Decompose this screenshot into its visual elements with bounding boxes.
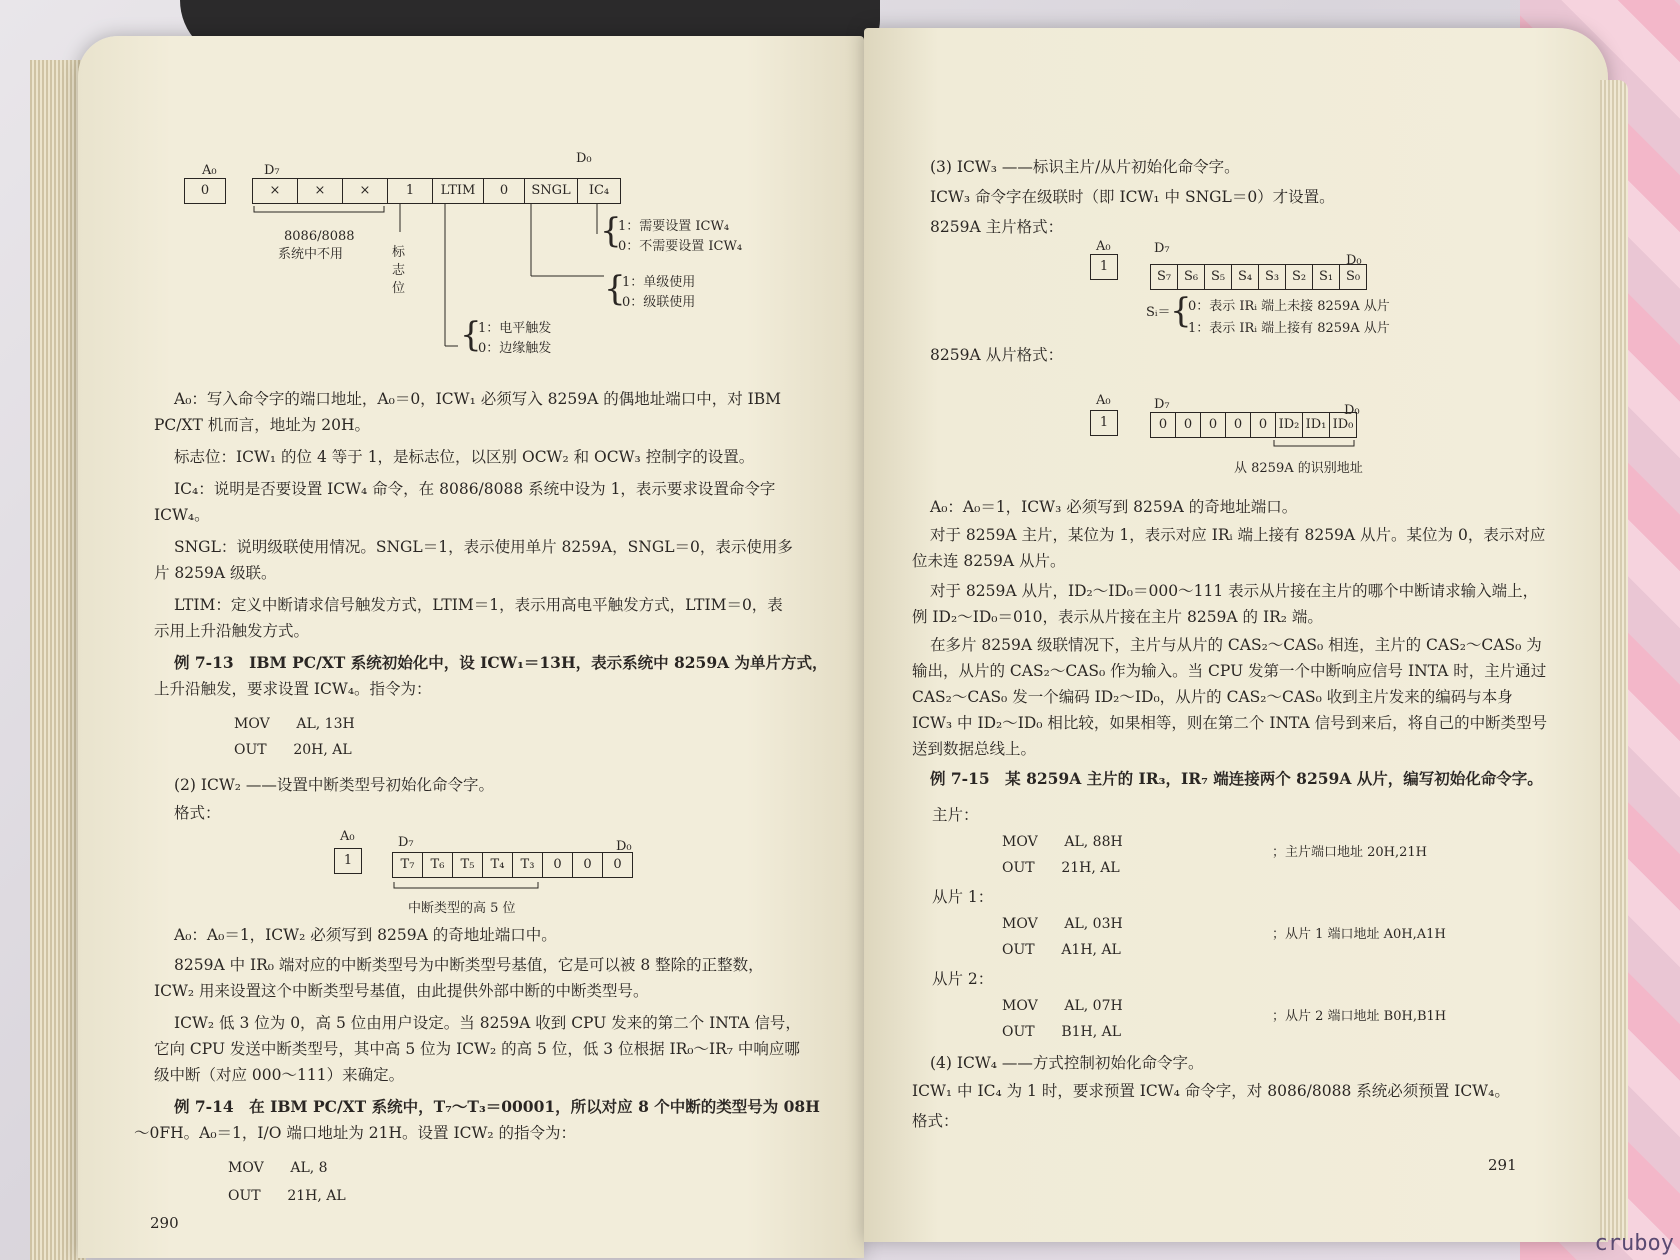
paragraph-line: 对于 8259A 主片，某位为 1，表示对应 IRᵢ 端上接有 8259A 从片。某位为 0，表示对应 [930, 526, 1546, 544]
code-line: OUT 21H, AL [1002, 860, 1120, 876]
format-label: 格式： [912, 1112, 959, 1130]
paragraph-line: ～0FH。A₀＝1，I/O 端口地址为 21H。设置 ICW₂ 的指令为： [134, 1124, 577, 1142]
icw3-master-bit-6: S₆ [1177, 265, 1204, 289]
icw3-slave-bit-7: 0 [1158, 417, 1168, 432]
icw2-bit-1: 0 [572, 853, 602, 877]
icw2-bit-2: 0 [542, 853, 572, 877]
a0-box: 1 [334, 848, 362, 874]
flag-char-2: 志 [392, 263, 406, 278]
ltim-brace: { [460, 315, 482, 355]
icw3-slave-bit-3: 0 [1250, 413, 1275, 437]
si-option-0: 0：表示 IRᵢ 端上未接 8259A 从片 [1188, 299, 1390, 314]
paragraph-line: CAS₂～CAS₀ 发一个编码 ID₂～ID₀，从片的 CAS₂～CAS₀ 收到主片发来的编码与本身 [912, 688, 1513, 706]
sngl-option-0: 0：级联使用 [622, 295, 696, 310]
a0-label: A₀ [1096, 239, 1111, 254]
icw3-master-bit-7: S₇ [1156, 269, 1172, 284]
icw3-heading: (3) ICW₃ ——标识主片/从片初始化命令字。 [930, 158, 1240, 176]
code-line: OUT A1H, AL [1002, 942, 1121, 958]
paragraph-line: ICW₄。 [154, 506, 210, 524]
brace-label: 从 8259A 的识别地址 [1234, 461, 1363, 476]
icw1-bit-4: 1 [387, 179, 432, 203]
d0-label: D₀ [616, 839, 632, 854]
unused-label-2: 系统中不用 [278, 247, 344, 262]
icw2-bit-5: T₅ [452, 853, 482, 877]
paragraph-line: ICW₂ 用来设置这个中断类型号基值，由此提供外部中断的中断类型号。 [154, 982, 649, 1000]
code-line: OUT B1H, AL [1002, 1024, 1122, 1040]
code-line: OUT 20H, AL [234, 742, 352, 758]
paragraph-line: A₀：A₀＝1，ICW₃ 必须写到 8259A 的奇地址端口。 [930, 498, 1298, 516]
d7-label: D₇ [1154, 397, 1170, 412]
icw2-bit-6: T₆ [422, 853, 452, 877]
flag-char-3: 位 [392, 281, 406, 296]
brace-label: 中断类型的高 5 位 [408, 901, 516, 916]
icw1-bit-0: IC₄ [577, 179, 620, 203]
sngl-brace: { [604, 269, 626, 309]
icw3-master-bit-5: S₅ [1204, 265, 1231, 289]
slave2-label: 从片 2： [932, 970, 994, 988]
icw2-bit-3: T₃ [512, 853, 542, 877]
icw3-master-bit-1: S₁ [1312, 265, 1339, 289]
paragraph-line: 标志位：ICW₁ 的位 4 等于 1，是标志位，以区别 OCW₂ 和 OCW₃ 控制字的设置。 [174, 448, 755, 466]
paragraph-line: SNGL：说明级联使用情况。SNGL＝1，表示使用单片 8259A，SNGL＝0，表示使用多 [174, 538, 793, 556]
icw2-brace-line [78, 36, 864, 936]
paragraph-line: 片 8259A 级联。 [154, 564, 277, 582]
icw3-slave-bit-0: ID₀ [1329, 413, 1356, 437]
paragraph-line: 示用上升沿触发方式。 [154, 622, 310, 640]
icw1-bit-3: LTIM [432, 179, 483, 203]
paragraph-line: ICW₃ 中 ID₂～ID₀ 相比较，如果相等，则在第二个 INTA 信号到来后，将自己的中断类型号 [912, 714, 1548, 732]
format-label: 格式： [174, 804, 221, 822]
icw3-slave-bit-6: 0 [1175, 413, 1200, 437]
a0-box: 0 [184, 178, 226, 204]
icw3-master-bit-0: S₀ [1339, 265, 1366, 289]
paragraph-line: A₀：A₀＝1，ICW₂ 必须写到 8259A 的奇地址端口中。 [174, 926, 557, 944]
slave-format-label: 8259A 从片格式： [930, 346, 1064, 364]
paragraph-line: ICW₂ 低 3 位为 0，高 5 位由用户设定。当 8259A 收到 CPU 发来的第二个 INTA 信号， [174, 1014, 801, 1032]
si-option-1: 1：表示 IRᵢ 端上接有 8259A 从片 [1188, 321, 1390, 336]
paragraph-line: ICW₃ 命令字在级联时（即 ICW₁ 中 SNGL＝0）才设置。 [930, 188, 1335, 206]
paragraph-line: A₀：写入命令字的端口地址，A₀＝0，ICW₁ 必须写入 8259A 的偶地址端口中，对 IBM [174, 390, 782, 408]
page-edges-right [1600, 80, 1628, 1240]
icw3-slave-bit-1: ID₁ [1302, 413, 1329, 437]
code-line: MOV AL, 88H [1002, 834, 1123, 850]
example-7-13: 例 7-13 IBM PC/XT 系统初始化中，设 ICW₁＝13H，表示系统中 8259A 为单片方式， [174, 653, 828, 672]
icw1-bit-1: SNGL [524, 179, 577, 203]
page-number: 291 [1488, 1156, 1517, 1174]
paragraph-line: ICW₁ 中 IC₄ 为 1 时，要求预置 ICW₄ 命令字，对 8086/8088 系统必须预置 ICW₄。 [912, 1082, 1510, 1100]
a0-label: A₀ [1096, 393, 1111, 408]
icw2-bit-4: T₄ [482, 853, 512, 877]
icw1-bit-2: 0 [483, 179, 524, 203]
a0-box: 1 [1090, 410, 1118, 436]
paragraph-line: 输出，从片的 CAS₂～CAS₀ 作为输入。当 CPU 发第一个中断响应信号 INTA 时，主片通过 [912, 662, 1547, 680]
paragraph-line: 位未连 8259A 从片。 [912, 552, 1066, 570]
paragraph-line: 在多片 8259A 级联情况下，主片与从片的 CAS₂～CAS₀ 相连，主片的 CAS₂～CAS₀ 为 [930, 636, 1542, 654]
icw3-master-bit-4: S₄ [1231, 265, 1258, 289]
paragraph-line: 上升沿触发，要求设置 ICW₄。指令为： [154, 680, 432, 698]
ic4-brace: { [600, 211, 622, 251]
ic4-option-1: 1：需要设置 ICW₄ [618, 219, 730, 234]
a0-box: 1 [1090, 254, 1118, 280]
icw2-bit-0: 0 [602, 853, 632, 877]
sngl-option-1: 1：单级使用 [622, 275, 696, 290]
code-comment: ；主片端口地址 20H,21H [1272, 845, 1428, 860]
code-line: MOV AL, 8 [228, 1160, 328, 1176]
ic4-option-0: 0：不需要设置 ICW₄ [618, 239, 743, 254]
paragraph-line: 对于 8259A 从片，ID₂～ID₀＝000～111 表示从片接在主片的哪个中断请求输入端上， [930, 582, 1539, 600]
code-line: MOV AL, 07H [1002, 998, 1123, 1014]
icw3-slave-bit-5: 0 [1200, 413, 1225, 437]
icw4-heading: (4) ICW₄ ——方式控制初始化命令字。 [930, 1054, 1204, 1072]
code-comment: ；从片 1 端口地址 A0H,A1H [1272, 927, 1446, 942]
d0-label: D₀ [576, 151, 592, 166]
code-line: OUT 21H, AL [228, 1188, 346, 1204]
d0-label: D₀ [1346, 253, 1362, 268]
icw3-slave-bit-2: ID₂ [1275, 413, 1302, 437]
icw3-slave-brace-line [864, 28, 1608, 488]
left-page [78, 36, 864, 1258]
right-page [864, 28, 1608, 1242]
d7-label: D₇ [264, 163, 280, 178]
ltim-option-1: 1：电平触发 [478, 321, 552, 336]
paragraph-line: 8259A 中 IR₀ 端对应的中断类型号为中断类型号基值，它是可以被 8 整除的正整数， [174, 956, 764, 974]
si-label: Sᵢ＝ [1146, 305, 1171, 320]
paragraph-line: 级中断（对应 000～111）来确定。 [154, 1066, 405, 1084]
icw1-bit-7: × [269, 183, 281, 198]
master-format-label: 8259A 主片格式： [930, 218, 1064, 236]
si-brace: { [1170, 291, 1192, 331]
watermark: cruboy [1594, 1231, 1674, 1256]
flag-char-1: 标 [392, 245, 406, 260]
paragraph-line: 送到数据总线上。 [912, 740, 1037, 758]
unused-label-1: 8086/8088 [284, 229, 355, 244]
a0-label: A₀ [202, 163, 217, 178]
page-number: 290 [150, 1214, 179, 1232]
d7-label: D₇ [398, 835, 414, 850]
icw3-slave-bit-4: 0 [1225, 413, 1250, 437]
icw3-master-bit-3: S₃ [1258, 265, 1285, 289]
icw1-bit-5: × [342, 179, 387, 203]
icw3-master-bit-2: S₂ [1285, 265, 1312, 289]
example-7-15: 例 7-15 某 8259A 主片的 IR₃，IR₇ 端连接两个 8259A 从片，编写初始化命令字。 [930, 769, 1543, 788]
paragraph-line: PC/XT 机而言，地址为 20H。 [154, 416, 370, 434]
icw2-bit-7: T₇ [400, 857, 415, 872]
paragraph-line: LTIM：定义中断请求信号触发方式，LTIM＝1，表示用高电平触发方式，LTIM＝0，表 [174, 596, 783, 614]
icw2-heading: (2) ICW₂ ——设置中断类型号初始化命令字。 [174, 776, 494, 794]
slave1-label: 从片 1： [932, 888, 994, 906]
paragraph-line: 例 ID₂～ID₀＝010，表示从片接在主片 8259A 的 IR₂ 端。 [912, 608, 1323, 626]
paragraph-line: IC₄：说明是否要设置 ICW₄ 命令，在 8086/8088 系统中设为 1，表示要求设置命令字 [174, 480, 776, 498]
code-line: MOV AL, 13H [234, 716, 355, 732]
code-comment: ；从片 2 端口地址 B0H,B1H [1272, 1009, 1447, 1024]
ltim-option-0: 0：边缘触发 [478, 341, 552, 356]
paragraph-line: 它向 CPU 发送中断类型号，其中高 5 位为 ICW₂ 的高 5 位，低 3 位根据 IR₀～IR₇ 中响应哪 [154, 1040, 800, 1058]
d7-label: D₇ [1154, 241, 1170, 256]
code-line: MOV AL, 03H [1002, 916, 1123, 932]
icw1-bit-6: × [297, 179, 342, 203]
d0-label: D₀ [1344, 403, 1360, 418]
example-7-14: 例 7-14 在 IBM PC/XT 系统中，T₇～T₃＝00001，所以对应 8 个中断的类型号为 08H [174, 1097, 820, 1116]
master-label: 主片： [932, 806, 979, 824]
a0-label: A₀ [340, 829, 355, 844]
